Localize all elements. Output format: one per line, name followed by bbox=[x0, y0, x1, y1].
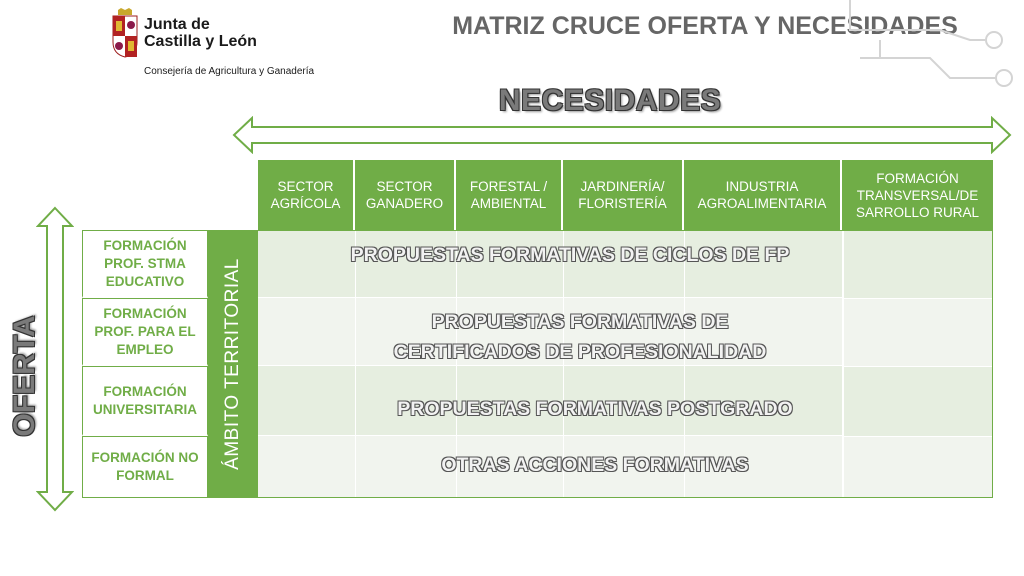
column-header-agricola bbox=[258, 160, 355, 230]
column-header-jardineria bbox=[563, 160, 684, 230]
band-last-col-1 bbox=[842, 230, 993, 298]
proposal-otras-acciones: OTRAS ACCIONES FORMATIVAS bbox=[441, 454, 749, 476]
oferta-double-arrow-icon bbox=[36, 206, 74, 512]
band-last-col-4 bbox=[842, 436, 993, 498]
row-header-sistema-educativo bbox=[82, 230, 208, 298]
column-header-ganadero bbox=[355, 160, 456, 230]
row-header-universitaria bbox=[82, 366, 208, 436]
logo-line-3: Consejería de Agricultura y Ganadería bbox=[144, 66, 315, 77]
slide-title: MATRIZ CRUCE OFERTA Y NECESIDADES bbox=[452, 12, 958, 40]
column-header-label: INDUSTRIA AGROALIMENTARIA bbox=[697, 179, 827, 211]
band-last-col-2 bbox=[842, 298, 993, 366]
proposal-postgrado: PROPUESTAS FORMATIVAS POSTGRADO bbox=[397, 398, 793, 420]
circuit-decoration-icon bbox=[820, 0, 1024, 110]
proposal-certificados: PROPUESTAS FORMATIVAS DE CERTIFICADOS DE PROFESIONALIDAD bbox=[393, 311, 767, 363]
column-header-forestal bbox=[456, 160, 563, 230]
column-header-industria bbox=[684, 160, 842, 230]
column-header-label: SECTOR GANADERO bbox=[365, 179, 444, 211]
row-header-label: FORMACIÓN PROF. STMA EDUCATIVO bbox=[103, 237, 187, 289]
junta-logo bbox=[110, 8, 340, 77]
row-header-label: FORMACIÓN UNIVERSITARIA bbox=[92, 383, 197, 417]
proposal-ciclos-fp: PROPUESTAS FORMATIVAS DE CICLOS DE FP bbox=[350, 244, 790, 266]
ambito-territorial-label: ÁMBITO TERRITORIAL bbox=[222, 258, 243, 470]
column-header-label: JARDINERÍA/ FLORISTERÍA bbox=[578, 179, 667, 211]
logo-line-1: Junta de bbox=[144, 16, 210, 33]
ambito-territorial-bar bbox=[208, 230, 258, 498]
row-header-no-formal bbox=[82, 436, 208, 498]
row-header-label: FORMACIÓN PROF. PARA EL EMPLEO bbox=[94, 305, 196, 357]
column-header-transversal bbox=[842, 160, 993, 230]
column-header-label: FORMACIÓN TRANSVERSAL/DE SARROLLO RURAL bbox=[855, 170, 980, 220]
necesidades-double-arrow-icon bbox=[232, 116, 1012, 154]
logo-line-2: Castilla y León bbox=[144, 33, 257, 50]
column-header-label: SECTOR AGRÍCOLA bbox=[270, 179, 341, 211]
band-last-col-3 bbox=[842, 366, 993, 436]
coat-of-arms-icon bbox=[110, 8, 140, 58]
necesidades-label: NECESIDADES bbox=[498, 84, 722, 117]
column-header-label: FORESTAL / AMBIENTAL bbox=[469, 179, 548, 211]
row-header-label: FORMACIÓN NO FORMAL bbox=[91, 450, 199, 483]
row-header-empleo bbox=[82, 298, 208, 366]
oferta-label: OFERTA bbox=[8, 315, 41, 437]
